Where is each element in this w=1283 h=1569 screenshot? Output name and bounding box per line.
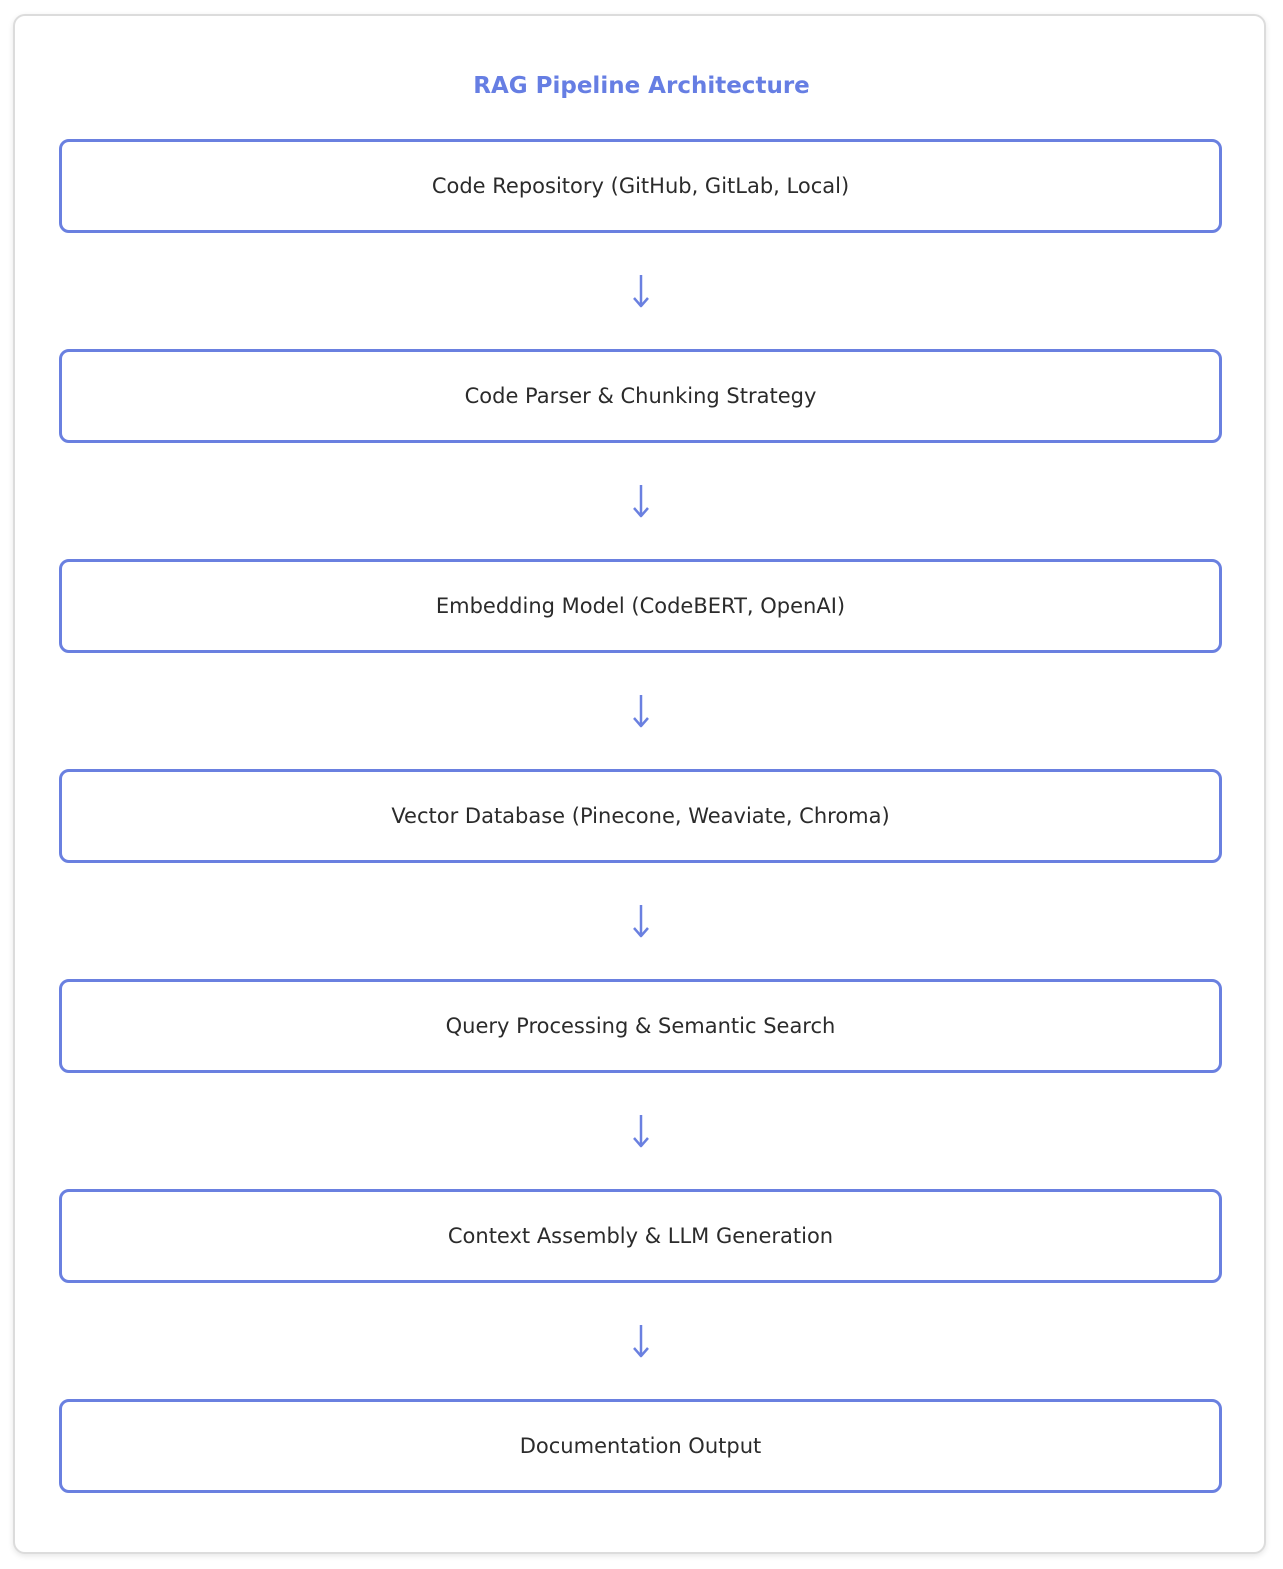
pipeline-step-query-processing: Query Processing & Semantic Search bbox=[59, 979, 1222, 1073]
arrow-down-icon bbox=[59, 443, 1222, 559]
pipeline-flow bbox=[59, 139, 1222, 1493]
arrow-down-icon bbox=[59, 233, 1222, 349]
arrow-down-icon bbox=[59, 1073, 1222, 1189]
diagram-title: RAG Pipeline Architecture bbox=[473, 73, 810, 99]
pipeline-step-vector-database: Vector Database (Pinecone, Weaviate, Chroma) bbox=[59, 769, 1222, 863]
pipeline-step-code-repository: Code Repository (GitHub, GitLab, Local) bbox=[59, 139, 1222, 233]
pipeline-step-code-parser: Code Parser & Chunking Strategy bbox=[59, 349, 1222, 443]
arrow-down-icon bbox=[59, 653, 1222, 769]
pipeline-step-context-assembly: Context Assembly & LLM Generation bbox=[59, 1189, 1222, 1283]
pipeline-step-documentation-output: Documentation Output bbox=[59, 1399, 1222, 1493]
arrow-down-icon bbox=[59, 863, 1222, 979]
pipeline-step-embedding-model: Embedding Model (CodeBERT, OpenAI) bbox=[59, 559, 1222, 653]
arrow-down-icon bbox=[59, 1283, 1222, 1399]
